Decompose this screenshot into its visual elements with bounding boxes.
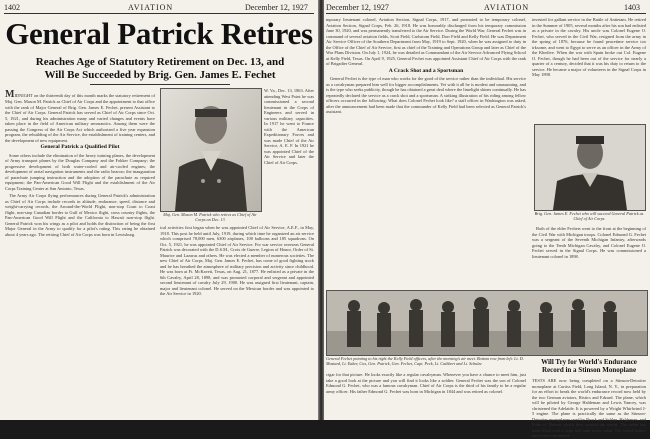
narrow-column-paragraph: W. Va., Dec. 13, 1863. After attending West Point he was commissioned a second lieutenant in the Corps of Engineers and served in various military capacities. In 1917 he went to France with the American Expeditionary Forces and was made Chief of the Air Service, A. E. F. In 1921 he was appointed Chief of the Air Service and later the Chief of Air Corps.: [264, 88, 314, 165]
section-heading-pilot: General Patrick a Qualified Pilot: [40, 144, 120, 150]
right-col2-lower-paragraph: Both of the elder Fechets went to the front at the beginning of the Civil War with Michigan troops. Colonel Edmond G. Fechet was a sergeant of the Seventh Michigan Infantry, afterwards going to the Tenth Michigan Cavalry, and Colonel Eugene O. Fechet served in the Signal Corps. He was commissioned a lieutenant colonel in 1898.: [532, 226, 646, 259]
left-head-rule: [4, 13, 314, 14]
right-column-two-lower: [532, 226, 646, 294]
stinson-paragraph: TESTS ARE now being completed on a Stinson-Detroiter monoplane at Curtiss Field, Long Island, N. Y., in preparation for an effort to break the world's endurance record now held by the two German aviators, Ristics and Edzard. The plane, which will be piloted by George Haldeman and Lewis Yancey, was christened the Adelaide. It is powered by a Wright Whirlwind J-5 engine. The plane is practically the same as the Stinson-Detroiter monoplanes used by Brock and Schlee, Haldeman, and Pride of Detroit which flew around the world. The cabin has been fitted with a large fuel tank in the cabin. The wheel brakes have been eliminated.: [532, 378, 646, 438]
left-issue-date: December 12, 1927: [245, 3, 308, 12]
left-page: [0, 0, 318, 420]
right-page: [324, 0, 650, 438]
fechet-photo-caption: Brig. Gen. James E. Fechet who will succeed General Patrick as Chief of Air Corps: [534, 211, 644, 221]
article-subhead: Reaches Age of Statutory Retirement on Dec. 13, and Will Be Succeeded by Brig. Gen. James E. Fechet: [35, 56, 285, 81]
right-column-one: [326, 17, 526, 287]
right-head-rule: [326, 13, 646, 14]
bottom-left-paragraph: cigar for that picture. He looks exactly like a regular cavalryman. Whenever you have a chance to meet him, just take a good look at the picture and you will find it looks like a soldier. General Fechet was the son of Colonel Edmond G. Fechet, who was a famous cavalryman. Chief of Air Corps is the third of his family to be a regular army officer. His father Edmond G. Fechet was born in Michigan in 1844 and was retired as colonel.: [326, 372, 526, 394]
left-page-number: 1402: [4, 3, 20, 12]
group-photo-illustration: [327, 291, 647, 355]
right-bottom-left-column: [326, 372, 526, 418]
fechet-portrait-illustration: [535, 125, 645, 210]
right-page-number: 1403: [624, 3, 640, 12]
patrick-portrait-illustration: [161, 89, 261, 211]
patrick-photo-caption: Maj. Gen. Mason M. Patrick who retires as Chief of Air Corps on Dec. 13: [163, 212, 257, 222]
left-narrow-column: [264, 88, 314, 223]
subhead-rule: [90, 84, 230, 85]
left-column-text: [5, 91, 155, 416]
right-col1-paragraph: mporary lieutenant colonel, Aviation Section, Signal Corps, 1917, and promoted to be temporary colonel, Aviation Section, Signal Corps, Feb. 26, 1918. He was honorably discharged from his temporary commission June 30, 1920, and was permanently transferred to the Air Service. During the World War, General Fechet was in command of several aviation fields, Scott Field, Carlstrom Field, Dorr Field and Kelly Field. He was Department Air Service Officer of the Southern Department from May, 1919 to Sept. 1920, when he was assigned to duty in the Office of the Chief of Air Service, first as chief of the Training and Operations Group and later as Chief of the War Plans Division. On July 1, 1924, he was detailed as Commandant of the Air Service Advanced Flying School at Kelly Field, Texas. On April 9, 1925, General Fechet was appointed Assistant Chief of Air Corps with the rank of Brigadier General.: [326, 17, 526, 66]
wide-paragraph: ical activities first began when he was appointed Chief of Air Service, A.E.F., in May, 1918. This post he held until July, 1919, during which time he organized an air service which comprised 78,000 men, 6300 airplanes, 100 balloons and 185 squadrons. On Oct. 5, 1921, he was appointed Chief of Air Service. For war service overseas General Patrick was decorated with the D.S.M., Croix de Guerre, Legion of Honor, Order of St. Maurice and Lazarus and others. He was elected a member of numerous societies. The new Chief of Air Corps, Maj. Gen. James E. Fechet, has come of good fighting stock and he has breathed the atmosphere of military precision and activity since childhood. He was born at Ft. McKavett, Texas, on Aug. 21, 1877. He enlisted as a private in the 6th Cavalry, April 28, 1898, and was promoted corporal and sergeant and appointed second lieutenant of cavalry July 29, 1900. He was assigned first lieutenant, captain, major and lieutenant colonel. He served on the Mexican border and was appointed to the Air Service in 1920.: [160, 225, 314, 296]
right-col2-paragraph: invested for gallant service in the Battle of Antietam. He retired in the Summer of 1905, several months after his son had enlisted as a private in the cavalry. His uncle was Colonel Eugene O. Fechet, who served in the Civil War, resigned from the army in the spring of 1876, because he found peacetime service too irksome, and went to Egypt to serve as an officer in the Army of the Khedive. When the war with Spain broke out Col. Eugene O. Fechet, though he had been out of the service for nearly a quarter of a century, decided that it was his duty to return to the service. He became a major of volunteers in the Signal Corps in May 1898.: [532, 17, 646, 77]
stinson-article-column: [532, 378, 646, 438]
article-headline: General Patrick Retires: [5, 16, 313, 51]
drop-cap: M: [5, 89, 15, 100]
right-column-two: [532, 17, 646, 122]
right-issue-date: December 12, 1927: [326, 3, 389, 12]
section-paragraph: Some others include the elimination of the heavy training planes, the development of Army transport planes by the Douglas Company and the Fokker Company; the progressive development of both water-cooled and air-cooled engines; the development of aerial navigation instruments and the radio beacon; the inauguration of parachute jumping instruction and the adoption of the parachute as required equipment; the Pan-American Good Will Flight and the establishment of the Air Corps Training Center at San Antonio, Texas.: [5, 152, 155, 191]
right-col1-section-paragraph: General Fechet is the type of man who works for the good of the service rather than the individual. His service as a cavalryman prepared him well for bigger accomplishments. Yet with it all he is modest and unassuming, and is the type who seeks publicity, though he has obtained a great deal where the limelight shines continually. He has repeatedly declared the service as a crack shot and a sportsman. A striking illustration of his riding among fellow officers occurred in the following: What does Colonel Fechet look like? a staff officer in Washington was asked, after the announcement had been made that the commander of Kelly Field had been selected as General Patrick's assistant.: [326, 76, 527, 114]
fechet-portrait-photo: [534, 124, 646, 211]
stinson-headline: Will Try for World's Endurance Record in a Stinson Monoplane: [541, 358, 637, 374]
right-journal-title: AVIATION: [484, 3, 530, 12]
left-lower-column: [160, 225, 314, 417]
section-heading-sportsman: A Crack Shot and a Sportsman: [388, 67, 464, 74]
left-journal-title: AVIATION: [128, 3, 174, 12]
closing-paragraph: The Army Air Corps flying performances during General Patrick's administration as Chief of Air Corps include records in altitude, endurance, speed, distance and weight-carrying records, the Around-the-World Flight, non-stop Coast to Coast flight, non-stop Canadian border to Gulf of Mexico flight, cross country flights, the Pan-American Good Will Flight and the California to Hawaii non-stop flight. General Patrick won his wings as a pilot and holds the distinction of being the first Major General in the Army to qualify for a pilot's rating. This rating he obtained about 4 years ago. The retiring Chief of Air Corps was born in Lewisburg.: [5, 193, 155, 237]
lead-paragraph: IDNIGHT on the thirteenth day of this month marks the statutory retirement of Maj. Gen. Mason M. Patrick as Chief of Air Corps and the appointment to that office with the rank of Major General of Brig. Gen. James E. Fechet, present Assistant to the Chief of Air Corps. General Patrick has served as Chief of Air Corps since Oct. 5, 1921, and during his administration many and varied changes and events have taken place in the field of American military aeronautics. Among them were the passing the Congress of the Air Corps Act which authorized a five year expansion program, the rebuilding of the Air Service, the establishment of training centers, and the development of new equipment.: [5, 93, 155, 143]
patrick-portrait-photo: [160, 88, 262, 212]
group-photo-caption: General Fechet pointing to his right the Kelly Field officers, after the morning's air meet. Bottom row from left: Lt. D. Mustard, Lt. Eaker, Cox, Gen. Patrick, Gen. Fechet, Capt. Peck, Lt. Cuthbert and Lt. Schulze: [326, 356, 524, 366]
kelly-field-group-photo: [326, 290, 648, 356]
